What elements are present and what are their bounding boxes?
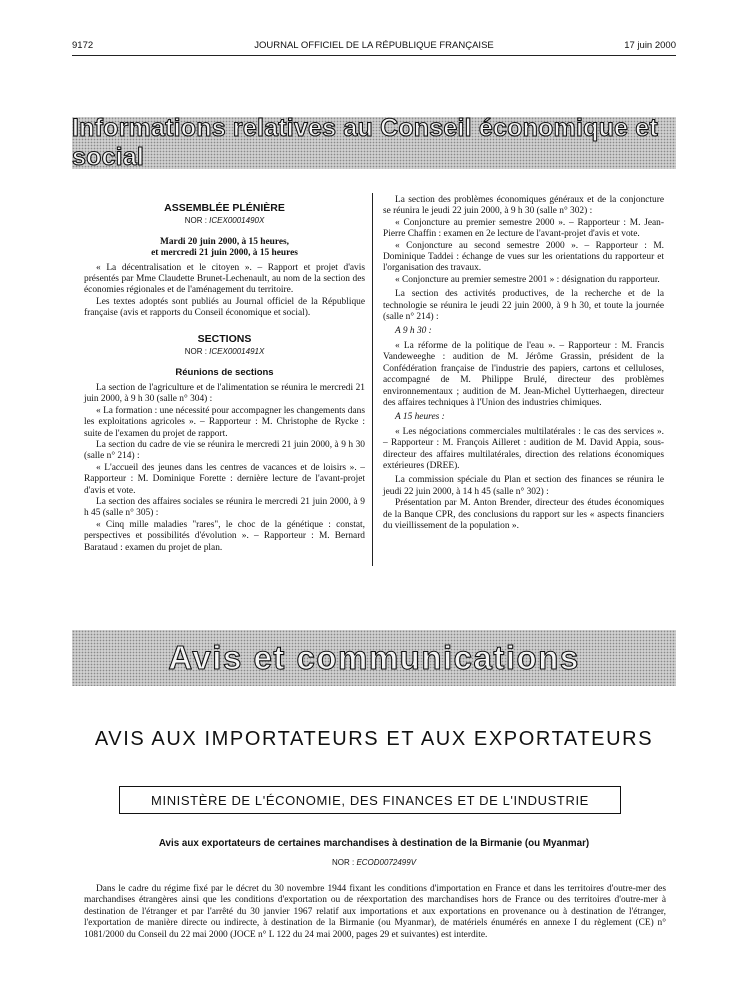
- session-line-2: et mercredi 21 juin 2000, à 15 heures: [151, 248, 298, 259]
- agriculture-agenda: « La formation : une nécessité pour accompagner les changements dans les exploitations agricoles ». – Rapporteur : M. Christophe de Rycke : suite de l'examen du projet de rapport.: [84, 405, 365, 439]
- ministry-box: [119, 786, 621, 814]
- conjoncture-item-2: « Conjoncture au second semestre 2000 ». – Rapporteur : M. Dominique Taddei : échange de vues sur les orientations du rapporteur et l'organisation des travaux.: [383, 240, 664, 274]
- avis-main-title: AVIS AUX IMPORTATEURS ET AUX EXPORTATEURS: [94, 728, 654, 750]
- sections-title: SECTIONS: [197, 332, 252, 345]
- section-banner-avis: [72, 630, 676, 686]
- conjoncture-section: La section des problèmes économiques généraux et de la conjoncture se réunira le jeudi 22 juin 2000, à 9 h 30 (salle n° 302) :: [383, 195, 664, 217]
- assembly-nor: NOR : ICEX0001490X: [184, 216, 265, 226]
- time-morning: A 9 h 30 :: [395, 326, 432, 337]
- ministry-name: MINISTÈRE DE L'ÉCONOMIE, DES FINANCES ET DE L'INDUSTRIE: [151, 792, 589, 808]
- left-column: [84, 195, 365, 554]
- affaires-sociales-section: La section des affaires sociales se réunira le mercredi 21 juin 2000, à 9 h 45 (salle n° 305) :: [84, 496, 365, 519]
- banner-title: Informations relatives au Conseil économique et social: [72, 114, 658, 171]
- page-number: 9172: [72, 40, 94, 51]
- affaires-sociales-agenda: « Cinq mille maladies "rares", le choc de la génétique : constat, perspectives et possibilités d'évolution ». – Rapporteur : M. Bernard Barataud : examen du projet de plan.: [84, 519, 365, 553]
- plan-commission-section: La commission spéciale du Plan et section des finances se réunira le jeudi 22 juin 2000, à 14 h 45 (salle n° 302) :: [383, 475, 664, 497]
- conjoncture-item-3: « Conjoncture au premier semestre 2001 » : désignation du rapporteur.: [395, 274, 660, 285]
- cadre-de-vie-section: La section du cadre de vie se réunira le mercredi 21 juin 2000, à 9 h 30 (salle n° 214) :: [84, 439, 365, 462]
- avis-nor: NOR : ECOD0072499V: [331, 858, 417, 867]
- activites-item-2: « Les négociations commerciales multilatérales : le cas des services ». – Rapporteur : M. François Ailleret : audition de M. David Appia, sous-directeur des affaires multilatérales, direction des relations économiques extérieures (DREE).: [383, 426, 664, 471]
- journal-title: JOURNAL OFFICIEL DE LA RÉPUBLIQUE FRANÇAISE: [254, 40, 494, 51]
- plan-commission-item: Présentation par M. Anton Brender, directeur des études économiques de la Banque CPR, des conclusions du rapport sur les « aspects financiers du vieillissement de la population ».: [383, 498, 664, 531]
- activites-item-1: « La réforme de la politique de l'eau ». – Rapporteur : M. Francis Vandeweeghe : audition de M. Jérôme Grassin, président de la Confédération française de l'industrie des papiers, cartons et celluloses, accompagné de M. Philippe Brulé, directeur des problèmes environnementaux ; audition de M. Jean-Michel Uytterhaegen, directeur des affaires techniques à l'Union des industries chimiques.: [383, 340, 664, 408]
- section-banner-ces: [72, 114, 676, 171]
- right-column: [383, 195, 664, 532]
- issue-date: 17 juin 2000: [624, 40, 676, 51]
- conjoncture-item-1: « Conjoncture au premier semestre 2000 ». – Rapporteur : M. Jean-Pierre Chaffin : examen en 2e lecture de l'avant-projet d'avis et vote.: [383, 217, 664, 240]
- time-afternoon: A 15 heures :: [395, 412, 445, 423]
- reunions-title: Réunions de sections: [175, 367, 274, 379]
- header-rule: [72, 55, 676, 56]
- agenda-paragraph: « La décentralisation et le citoyen ». – Rapport et projet d'avis présentés par Mme Claudette Brunet-Lechenault, au nom de la section des économies régionales et de l'aménagement du territoire.: [84, 262, 365, 296]
- cadre-de-vie-agenda: « L'accueil des jeunes dans les centres de vacances et de loisirs ». – Rapporteur : M. Dominique Forette : dernière lecture de l'avant-projet d'avis et vote.: [84, 462, 365, 496]
- avis-body: Dans le cadre du régime fixé par le décret du 30 novembre 1944 fixant les conditions d'importation en France et dans les territoires d'outre-mer des marchandises étrangères ainsi que les conditions d'exportation ou de réexportation des marchandises hors de France ou des territoires d'outre-mer à destination de l'étranger et par l'arrêté du 30 janvier 1967 relatif aux importations et aux exportations en provenance ou à destination de l'étranger, l'exportation de manière directe ou indirecte, à destination de la Birmanie (ou Myanmar), de matériels énumérés en annexe I du règlement (CE) n° 1081/2000 du Conseil du 22 mai 2000 (JOCE n° L 122 du 24 mai 2000, pages 29 et suivantes) est interdite.: [84, 884, 666, 940]
- assembly-title: ASSEMBLÉE PLÉNIÈRE: [164, 202, 285, 214]
- sections-nor: NOR : ICEX0001491X: [184, 347, 265, 357]
- column-separator: [372, 193, 373, 566]
- agriculture-section: La section de l'agriculture et de l'alimentation se réunira le mercredi 21 juin 2000, à 9 h 30 (salle n° 304) :: [84, 382, 365, 405]
- avis-title: Avis aux exportateurs de certaines marchandises à destination de la Birmanie (ou Myanmar): [158, 838, 590, 849]
- session-line-1: Mardi 20 juin 2000, à 15 heures,: [160, 236, 289, 247]
- banner-title: Avis et communications: [168, 639, 580, 676]
- publication-paragraph: Les textes adoptés sont publiés au Journal officiel de la République française (avis et rapports du Conseil économique et social).: [84, 296, 365, 319]
- activites-productives-section: La section des activités productives, de la recherche et de la technologie se réunira le jeudi 22 juin 2000, à 9 h 30, et toute la journée (salle n° 214) :: [383, 289, 664, 323]
